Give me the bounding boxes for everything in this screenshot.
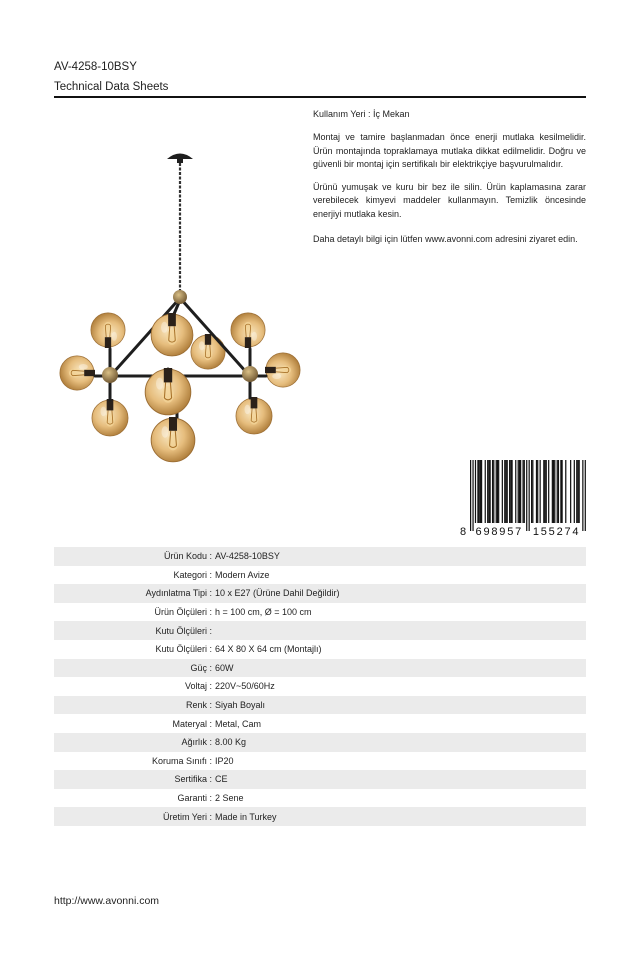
globe-far-right [265,353,300,387]
spec-row-origin [54,807,586,826]
document-subtitle: Technical Data Sheets [54,81,169,93]
spec-value: 10 x E27 (Ürüne Dahil Değildir) [215,588,340,599]
spec-value: 60W [215,662,234,673]
barcode-bar [544,460,545,523]
barcode-bar [579,460,580,523]
globe-rear [191,334,225,369]
barcode-left-digits: 698957 [475,526,524,538]
globe-upper-left [91,313,125,348]
barcode-bar [488,460,489,523]
installation-paragraph [313,131,586,171]
product-code: AV-4258-10BSY [54,61,137,73]
canopy-stem [177,158,183,163]
text-line: Ürünü yumuşak ve kuru bir bez ile silin. Ürün kaplamasına zarar [313,182,586,193]
spec-value: AV-4258-10BSY [215,551,280,562]
spec-row-category [54,566,586,585]
barcode-bar [532,460,533,523]
spec-value: 2 Sene [215,793,244,804]
spec-value: Siyah Boyalı [215,700,266,711]
globe-upper-center [151,313,193,356]
barcode-bar [472,460,473,531]
spec-label: Aydınlatma Tipi : [145,588,212,599]
spec-row-box-dimensions [54,621,586,640]
barcode-bar [492,460,493,523]
spec-row-warranty [54,789,586,808]
barcode-bar [509,460,510,523]
right-brass-node [242,366,258,382]
barcode-bar [510,460,511,523]
spec-label: Üretim Yeri : [162,811,212,822]
spec-value: 64 X 80 X 64 cm (Montajlı) [215,644,322,655]
barcode-bar [498,460,499,523]
spec-label: Ürün Ölçüleri : [154,607,212,618]
barcode [458,458,588,540]
header-divider [54,96,586,98]
barcode-bar [582,460,583,531]
barcode-bar [557,460,558,523]
barcode-bar [504,460,505,523]
spec-label: Kutu Ölçüleri : [155,625,212,636]
globe-lower-left [92,399,128,436]
barcode-bar [585,460,586,531]
barcode-bar [531,460,532,523]
barcode-bar [537,460,538,523]
barcode-bar [490,460,491,523]
barcode-bar [543,460,544,523]
barcode-bar [477,460,478,523]
spec-value: 220V~50/60Hz [215,681,275,692]
spec-row-color [54,696,586,715]
barcode-bar [485,460,486,523]
text-line: Montaj ve tamire başlanmadan önce enerji mutlaka kesilmelidir. [313,132,586,143]
barcode-bar [475,460,476,523]
spec-row-product-code [54,547,586,566]
spec-row-protection-class [54,752,586,771]
usage-info [313,108,586,246]
globe-lower-right [236,397,272,434]
barcode-bar [565,460,566,523]
spec-label: Koruma Sınıfı : [151,755,212,766]
barcode-bar [497,460,498,523]
barcode-bar [552,460,553,523]
barcode-bar [507,460,508,523]
website-paragraph [313,233,586,246]
barcode-bar [487,460,488,523]
usage-location: Kullanım Yeri : İç Mekan [313,109,410,119]
barcode-bar [519,460,520,523]
barcode-bar [577,460,578,523]
barcode-bar [562,460,563,523]
barcode-bar [540,460,541,523]
text-line: güvenli bir montaj için sertifikalı bir elektrikçiye başvurulmalıdır. [313,158,564,169]
globe-bottom-center [151,417,195,462]
spec-label: Voltaj : [184,681,212,692]
barcode-bar [560,460,561,523]
barcode-bar [548,460,549,523]
spec-row-material [54,714,586,733]
barcode-bar [529,460,530,531]
spec-value: IP20 [215,755,234,766]
footer-website-url: http://www.avonni.com [54,895,160,907]
barcode-bar [496,460,497,523]
barcode-bar [493,460,494,523]
left-brass-node [102,367,118,383]
barcode-bar [505,460,506,523]
spec-row-lighting-type [54,584,586,603]
barcode-bar [481,460,482,523]
spec-row-weight [54,733,586,752]
spec-label: Garanti : [177,793,212,804]
spec-row-power [54,659,586,678]
barcode-first-digit: 8 [460,526,468,538]
text-line: Ürün montajında topraklamaya mutlaka dikkat edilmelidir. Doğru ve [313,145,586,156]
spec-label: Kategori : [173,569,212,580]
text-line: verebilecek kimyevi maddeler kullanmayın. Temizlik öncesinde [313,195,586,206]
cleaning-paragraph [313,181,586,221]
spec-label: Ürün Kodu : [163,551,212,562]
barcode-right-digits: 155274 [532,526,581,538]
spec-label: Ağırlık : [181,737,212,748]
spec-value: Made in Turkey [215,811,277,822]
spec-label: Sertifika : [174,774,212,785]
barcode-bar [520,460,521,523]
barcode-bar [526,460,527,531]
spec-value: h = 100 cm, Ø = 100 cm [215,607,312,618]
spec-label: Materyal : [172,718,212,729]
spec-label: Renk : [185,700,212,711]
barcode-bar [470,460,471,531]
spec-label: Güç : [190,662,212,673]
barcode-bar [502,460,503,523]
barcode-bar [511,460,512,523]
barcode-bar [479,460,480,523]
barcode-bar [546,460,547,523]
barcode-bar [576,460,577,523]
barcode-bar [574,460,575,523]
text-line: Daha detaylı bilgi için lütfen www.avonni.com adresini ziyaret edin. [313,234,578,245]
barcode-bar [515,460,516,523]
barcode-bar [558,460,559,523]
barcode-bar [522,460,523,523]
barcode-bar [524,460,525,523]
globe-far-left [60,356,95,390]
spec-value: 8.00 Kg [215,737,247,748]
text-line: enerjiyi mutlaka kesin. [313,208,402,219]
spec-row-box-dimensions-assembled [54,640,586,659]
spec-value: CE [215,774,228,785]
spec-row-product-dimensions [54,603,586,622]
chandelier-image [50,145,310,475]
barcode-bar [518,460,519,523]
globe-upper-right [231,313,265,348]
barcode-bar [553,460,554,523]
spec-value: Metal, Cam [215,718,262,729]
spec-row-certificate [54,770,586,789]
spec-row-voltage [54,677,586,696]
barcode-bar [554,460,555,523]
barcode-bar [536,460,537,523]
barcode-bar [570,460,571,523]
spec-table [54,547,586,826]
top-brass-node [173,290,187,304]
spec-value: Modern Avize [215,569,270,580]
barcode-bar [480,460,481,523]
spec-label: Kutu Ölçüleri : [155,644,212,655]
